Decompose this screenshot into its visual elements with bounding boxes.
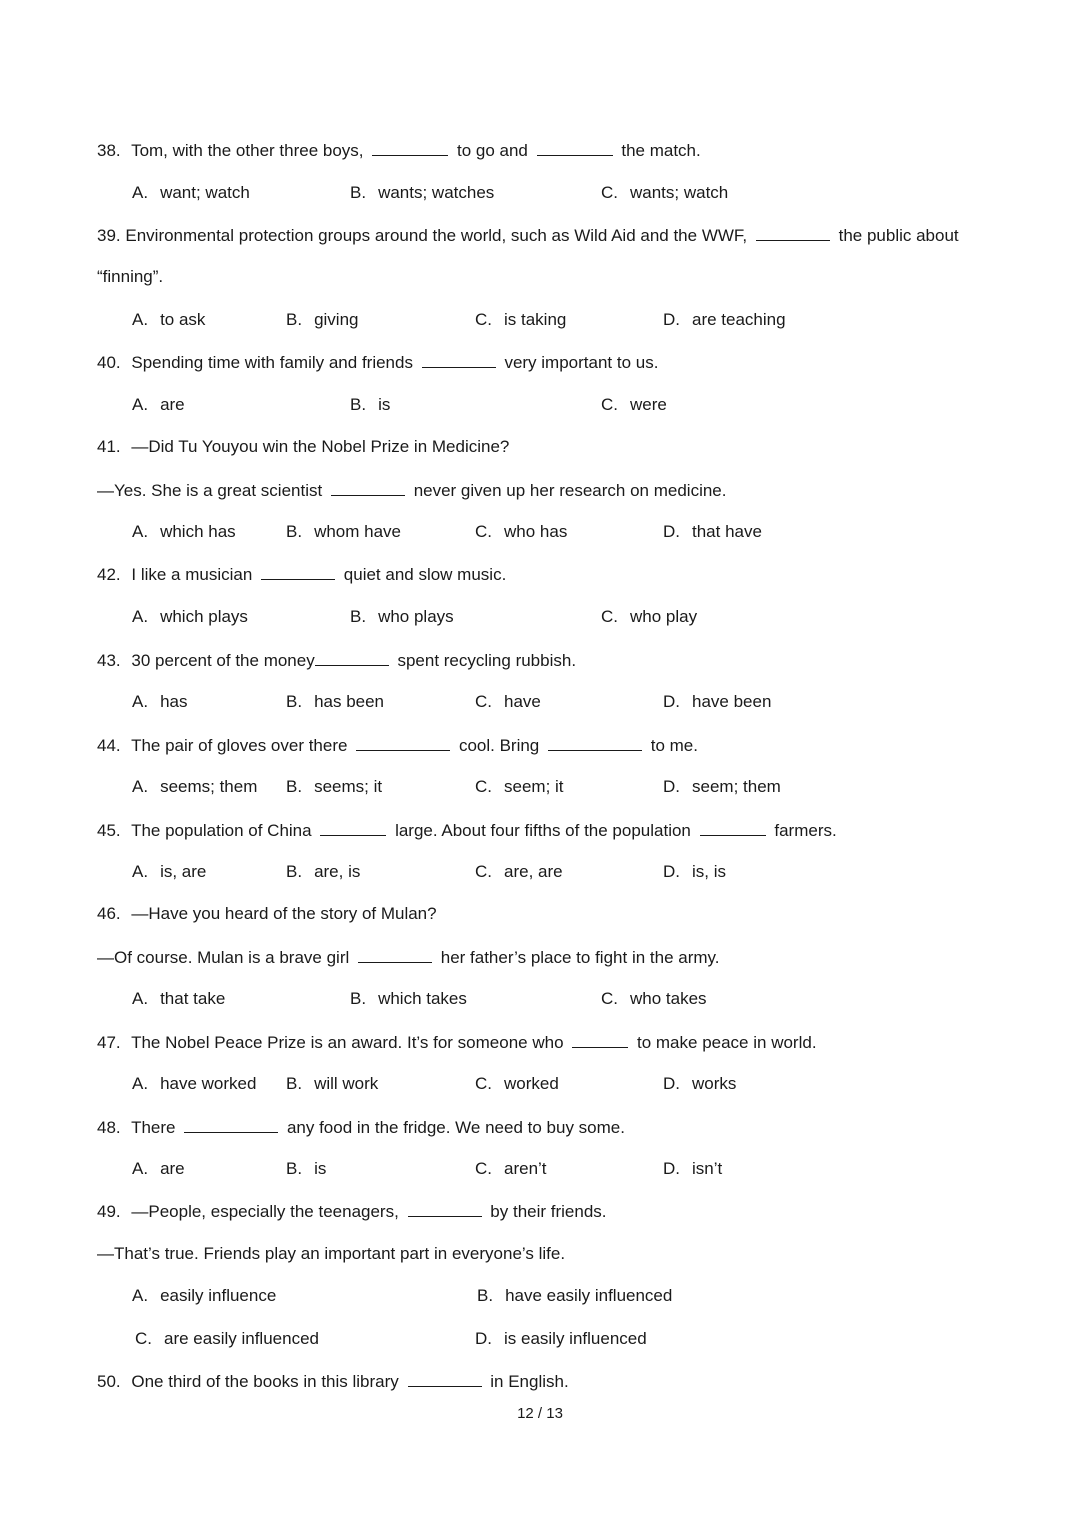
option-43-d[interactable] — [663, 691, 771, 713]
option-letter: C. — [475, 862, 492, 881]
option-text: easily influence — [160, 1286, 277, 1305]
option-text: isn’t — [692, 1159, 723, 1178]
option-text: have easily influenced — [505, 1286, 673, 1305]
option-39-d[interactable] — [663, 309, 786, 331]
option-text: is — [378, 395, 391, 414]
option-39-a[interactable] — [132, 309, 205, 331]
question-text: —Yes. She is a great scientist — [97, 481, 323, 500]
option-text: has — [160, 692, 188, 711]
option-48-c[interactable] — [475, 1158, 547, 1180]
question-48 — [97, 1116, 625, 1139]
option-letter: A. — [132, 522, 149, 541]
option-letter: A. — [132, 395, 149, 414]
option-text: who play — [630, 607, 698, 626]
answer-blank[interactable] — [315, 649, 389, 666]
option-letter: B. — [350, 183, 367, 202]
option-letter: D. — [663, 1159, 680, 1178]
option-39-c[interactable] — [475, 309, 566, 331]
question-text: —Have you heard of the story of Mulan? — [131, 904, 437, 923]
option-text: have been — [692, 692, 772, 711]
option-text: which has — [160, 522, 236, 541]
question-50 — [97, 1370, 569, 1393]
question-text: the match. — [621, 141, 701, 160]
answer-blank[interactable] — [320, 819, 386, 836]
answer-blank[interactable] — [261, 563, 335, 580]
option-letter: A. — [132, 989, 149, 1008]
question-number: 39. — [97, 226, 121, 245]
question-44 — [97, 734, 698, 757]
option-48-d[interactable] — [663, 1158, 722, 1180]
question-number: 44. — [97, 736, 121, 755]
option-text: is taking — [504, 310, 567, 329]
question-text: very important to us. — [504, 353, 659, 372]
option-41-c[interactable] — [475, 521, 567, 543]
question-number: 43. — [97, 651, 121, 670]
question-number: 49. — [97, 1202, 121, 1221]
answer-blank[interactable] — [408, 1200, 482, 1217]
option-text: are, are — [504, 862, 563, 881]
option-letter: B. — [286, 1159, 303, 1178]
answer-blank[interactable] — [358, 946, 432, 963]
option-49-c[interactable] — [135, 1328, 319, 1350]
question-text: Environmental protection groups around the world, such as Wild Aid and the WWF, — [125, 226, 748, 245]
question-40 — [97, 351, 658, 374]
question-text: —Of course. Mulan is a brave girl — [97, 948, 350, 967]
answer-blank[interactable] — [372, 139, 448, 156]
question-45 — [97, 819, 837, 842]
option-42-c[interactable] — [601, 606, 697, 628]
option-text: is, is — [692, 862, 726, 881]
question-text: any food in the fridge. We need to buy some. — [286, 1118, 625, 1137]
option-47-a[interactable] — [132, 1073, 256, 1095]
question-text: farmers. — [774, 821, 837, 840]
option-text: will work — [314, 1074, 379, 1093]
option-43-b[interactable] — [286, 691, 384, 713]
question-39 — [97, 224, 959, 247]
option-text: who has — [504, 522, 568, 541]
option-letter: D. — [663, 692, 680, 711]
option-text: is, are — [160, 862, 207, 881]
question-continuation: —That’s true. Friends play an important part in everyone’s life. — [97, 1244, 566, 1263]
option-text: want; watch — [160, 183, 250, 202]
question-text: 30 percent of the money — [131, 651, 315, 670]
option-text: aren’t — [504, 1159, 547, 1178]
option-letter: D. — [663, 862, 680, 881]
option-49-d[interactable] — [475, 1328, 647, 1350]
option-41-d[interactable] — [663, 521, 762, 543]
option-49-a[interactable] — [132, 1285, 276, 1307]
question-text: The pair of gloves over there — [131, 736, 348, 755]
option-letter: D. — [475, 1329, 492, 1348]
option-letter: B. — [477, 1286, 494, 1305]
option-letter: A. — [132, 777, 149, 796]
option-letter: C. — [475, 692, 492, 711]
option-text: has been — [314, 692, 385, 711]
option-letter: A. — [132, 1159, 149, 1178]
question-text: the public about — [838, 226, 959, 245]
page-number: 12 / 13 — [517, 1405, 563, 1422]
option-48-b[interactable] — [286, 1158, 326, 1180]
option-48-a[interactable] — [132, 1158, 185, 1180]
question-number: 42. — [97, 565, 121, 584]
question-42 — [97, 563, 506, 586]
option-47-d[interactable] — [663, 1073, 736, 1095]
option-41-b[interactable] — [286, 521, 401, 543]
question-38 — [97, 139, 701, 162]
option-text: are, is — [314, 862, 361, 881]
option-44-d[interactable] — [663, 776, 781, 798]
option-45-a[interactable] — [132, 861, 206, 883]
option-42-a[interactable] — [132, 606, 248, 628]
question-41 — [97, 436, 509, 458]
option-letter: A. — [132, 1074, 149, 1093]
option-text: which takes — [378, 989, 467, 1008]
option-42-b[interactable] — [350, 606, 454, 628]
option-text: wants; watch — [630, 183, 729, 202]
option-44-c[interactable] — [475, 776, 564, 798]
option-text: worked — [504, 1074, 559, 1093]
option-text: seems; it — [314, 777, 383, 796]
option-44-b[interactable] — [286, 776, 382, 798]
option-letter: D. — [663, 1074, 680, 1093]
option-letter: B. — [350, 607, 367, 626]
question-text: The population of China — [131, 821, 312, 840]
question-text: to make peace in world. — [637, 1033, 817, 1052]
question-text: in English. — [490, 1372, 569, 1391]
question-text: spent recycling rubbish. — [397, 651, 577, 670]
question-text: —People, especially the teenagers, — [131, 1202, 399, 1221]
option-letter: C. — [475, 310, 492, 329]
question-49 — [97, 1200, 607, 1223]
question-47 — [97, 1031, 817, 1054]
question-text: —Did Tu Youyou win the Nobel Prize in Medicine? — [131, 437, 510, 456]
question-number: 48. — [97, 1118, 121, 1137]
question-continuation — [97, 946, 720, 969]
answer-blank[interactable] — [700, 819, 766, 836]
option-letter: A. — [132, 183, 149, 202]
question-text: to me. — [650, 736, 698, 755]
answer-blank[interactable] — [756, 224, 830, 241]
option-text: who takes — [630, 989, 707, 1008]
option-letter: C. — [475, 522, 492, 541]
option-text: are — [160, 1159, 185, 1178]
option-letter: C. — [601, 989, 618, 1008]
option-45-d[interactable] — [663, 861, 726, 883]
option-text: are — [160, 395, 185, 414]
option-letter: B. — [286, 1074, 303, 1093]
option-text: is — [314, 1159, 327, 1178]
option-text: which plays — [160, 607, 248, 626]
option-letter: D. — [663, 310, 680, 329]
option-letter: A. — [132, 607, 149, 626]
option-38-a[interactable] — [132, 182, 250, 204]
option-text: are easily influenced — [164, 1329, 319, 1348]
option-letter: B. — [350, 395, 367, 414]
answer-blank[interactable] — [548, 734, 642, 751]
option-41-a[interactable] — [132, 521, 236, 543]
option-text: whom have — [314, 522, 401, 541]
option-45-c[interactable] — [475, 861, 563, 883]
option-letter: D. — [663, 522, 680, 541]
option-text: to ask — [160, 310, 206, 329]
option-text: giving — [314, 310, 359, 329]
question-46 — [97, 903, 437, 925]
option-letter: C. — [475, 1159, 492, 1178]
answer-blank[interactable] — [537, 139, 613, 156]
option-46-a[interactable] — [132, 988, 225, 1010]
option-letter: A. — [132, 1286, 149, 1305]
answer-blank[interactable] — [356, 734, 450, 751]
option-letter: A. — [132, 692, 149, 711]
question-number: 50. — [97, 1372, 121, 1391]
option-text: were — [630, 395, 667, 414]
option-text: that have — [692, 522, 762, 541]
answer-blank[interactable] — [408, 1370, 482, 1387]
option-text: works — [692, 1074, 737, 1093]
question-text: There — [131, 1118, 176, 1137]
option-40-c[interactable] — [601, 394, 667, 416]
question-text: large. About four fifths of the population — [395, 821, 691, 840]
question-text: to go and — [456, 141, 528, 160]
option-39-b[interactable] — [286, 309, 358, 331]
option-letter: C. — [601, 395, 618, 414]
option-letter: B. — [286, 692, 303, 711]
option-text: that take — [160, 989, 226, 1008]
option-38-b[interactable] — [350, 182, 494, 204]
option-letter: A. — [132, 310, 149, 329]
question-text: her father’s place to fight in the army. — [440, 948, 720, 967]
option-44-a[interactable] — [132, 776, 257, 798]
option-letter: B. — [286, 777, 303, 796]
question-number: 46. — [97, 904, 121, 923]
option-text: have worked — [160, 1074, 257, 1093]
option-letter: C. — [601, 183, 618, 202]
question-text: One third of the books in this library — [131, 1372, 399, 1391]
question-text: quiet and slow music. — [343, 565, 507, 584]
option-47-c[interactable] — [475, 1073, 559, 1095]
answer-blank[interactable] — [331, 479, 405, 496]
option-letter: B. — [286, 862, 303, 881]
option-text: seem; them — [692, 777, 781, 796]
question-number: 40. — [97, 353, 121, 372]
question-number: 38. — [97, 141, 121, 160]
option-letter: B. — [350, 989, 367, 1008]
option-text: have — [504, 692, 541, 711]
option-letter: B. — [286, 310, 303, 329]
answer-blank[interactable] — [422, 351, 496, 368]
option-letter: C. — [475, 1074, 492, 1093]
option-letter: D. — [663, 777, 680, 796]
option-40-a[interactable] — [132, 394, 185, 416]
question-number: 45. — [97, 821, 121, 840]
option-letter: C. — [601, 607, 618, 626]
option-letter: C. — [135, 1329, 152, 1348]
option-text: seem; it — [504, 777, 564, 796]
question-text: The Nobel Peace Prize is an award. It’s for someone who — [131, 1033, 564, 1052]
option-40-b[interactable] — [350, 394, 390, 416]
option-49-b[interactable] — [477, 1285, 672, 1307]
question-text: by their friends. — [490, 1202, 607, 1221]
option-38-c[interactable] — [601, 182, 728, 204]
question-43 — [97, 649, 576, 672]
option-46-b[interactable] — [350, 988, 467, 1010]
option-45-b[interactable] — [286, 861, 360, 883]
option-43-a[interactable] — [132, 691, 187, 713]
answer-blank[interactable] — [572, 1031, 628, 1048]
question-text: never given up her research on medicine. — [413, 481, 727, 500]
question-text: Tom, with the other three boys, — [131, 141, 364, 160]
option-text: who plays — [378, 607, 454, 626]
option-43-c[interactable] — [475, 691, 541, 713]
question-text: I like a musician — [131, 565, 253, 584]
question-text: cool. Bring — [458, 736, 540, 755]
question-text: Spending time with family and friends — [131, 353, 413, 372]
answer-blank[interactable] — [184, 1116, 278, 1133]
question-continuation: “finning”. — [97, 267, 164, 286]
option-text: is easily influenced — [504, 1329, 647, 1348]
option-letter: B. — [286, 522, 303, 541]
option-letter: C. — [475, 777, 492, 796]
option-text: seems; them — [160, 777, 258, 796]
option-text: are teaching — [692, 310, 786, 329]
question-continuation — [97, 479, 726, 502]
option-text: wants; watches — [378, 183, 495, 202]
question-number: 47. — [97, 1033, 121, 1052]
question-number: 41. — [97, 437, 121, 456]
option-47-b[interactable] — [286, 1073, 378, 1095]
option-letter: A. — [132, 862, 149, 881]
option-46-c[interactable] — [601, 988, 707, 1010]
